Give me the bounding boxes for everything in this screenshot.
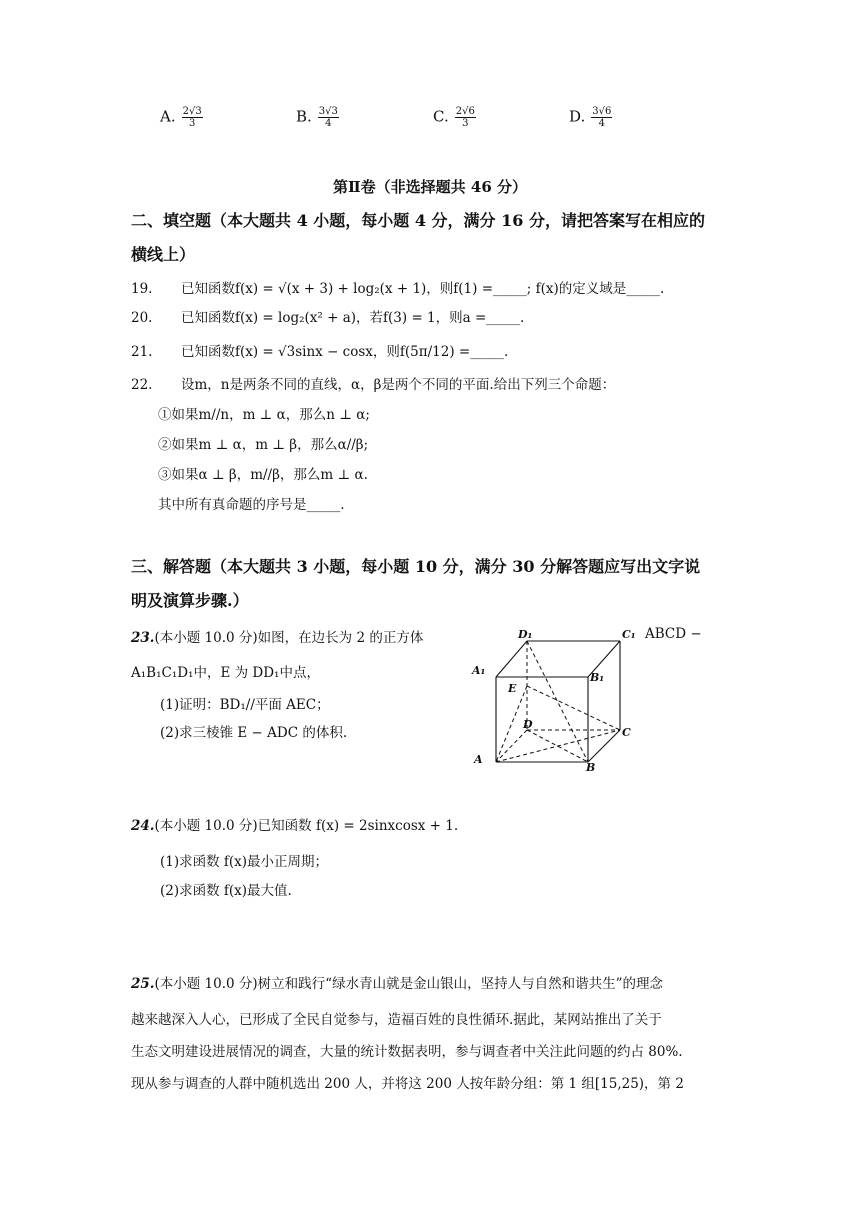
- question-23-line2: A₁B₁C₁D₁中，E 为 DD₁中点，: [131, 665, 320, 681]
- question-23-sub1: (1)证明：BD₁//平面 AEC；: [160, 697, 330, 713]
- option-a: [160, 106, 203, 129]
- option-d: [569, 106, 612, 129]
- section3-heading-line2: 明及演算步骤.）: [131, 591, 249, 610]
- option-c-den: 3: [462, 118, 469, 129]
- label-c: C: [622, 726, 631, 739]
- question-25-text-1: (本小题 10.0 分)树立和践行“绿水青山就是金山银山，坚持人与自然和谐共生”的理念: [154, 976, 663, 992]
- option-a-label: A.: [160, 107, 176, 126]
- question-19-text: 已知函数f(x) = √(x + 3) + log₂(x + 1)，则f(1) =_____; f(x)的定义域是_____.: [181, 281, 665, 297]
- question-25-number: 25.: [131, 976, 155, 992]
- question-22-text: 设m，n是两条不同的直线，α，β是两个不同的平面.给出下列三个命题：: [181, 377, 616, 393]
- question-20-number: 20.: [131, 310, 153, 326]
- option-c-fraction: [455, 106, 476, 129]
- option-d-fraction: [591, 106, 612, 129]
- option-c-label: C.: [433, 107, 449, 126]
- cube-solid-edges: [496, 641, 620, 762]
- question-24-line1: [131, 814, 458, 834]
- question-21-text: 已知函数f(x) = √3sinx − cosx，则f(5π/12) =_____.: [181, 344, 509, 360]
- label-d: D: [523, 718, 533, 731]
- option-d-label: D.: [569, 107, 586, 126]
- label-b1: B₁: [590, 671, 605, 684]
- question-24-sub2: (2)求函数 f(x)最大值.: [160, 883, 292, 899]
- question-20: [131, 306, 524, 326]
- question-23-sub2: (2)求三棱锥 E − ADC 的体积.: [160, 725, 348, 741]
- option-c-num: 2√6: [455, 106, 475, 117]
- label-c1: C₁: [622, 628, 636, 641]
- question-22-item-1: ①如果m//n，m ⊥ α，那么n ⊥ α;: [158, 407, 370, 423]
- question-25-line4: 现从参与调查的人群中随机选出 200 人，并将这 200 人按年龄分组：第 1 组[15,25)，第 2: [131, 1076, 684, 1092]
- question-19-number: 19.: [131, 281, 153, 297]
- option-d-num: 3√6: [592, 106, 612, 117]
- question-24-number: 24.: [131, 818, 155, 834]
- question-20-text: 已知函数f(x) = log₂(x² + a)，若f(3) = 1，则a =_____.: [181, 310, 525, 326]
- section3-heading-line1: 三、解答题（本大题共 3 小题，每小题 10 分，满分 30 分解答题应写出文字说: [131, 557, 701, 576]
- option-b-num: 3√3: [318, 106, 338, 117]
- option-d-den: 4: [598, 118, 605, 129]
- label-e: E: [508, 682, 517, 695]
- cube-dashed-edges: [496, 641, 620, 762]
- option-b-den: 4: [325, 118, 332, 129]
- cube-figure: [460, 622, 660, 772]
- section2-heading-line2: 横线上）: [131, 245, 196, 264]
- label-a: A: [474, 753, 483, 766]
- question-24-text: (本小题 10.0 分)已知函数 f(x) = 2sinxcosx + 1.: [154, 818, 459, 834]
- option-b: [296, 106, 339, 129]
- label-b: B: [586, 761, 596, 772]
- question-19: [131, 277, 664, 297]
- question-25-line1: [131, 972, 663, 992]
- question-25-line3: 生态文明建设进展情况的调查，大量的统计数据表明，参与调查者中关注此问题的约占 80%.: [131, 1044, 683, 1060]
- option-c: [433, 106, 476, 129]
- question-22-item-3: ③如果α ⊥ β，m//β，那么m ⊥ α.: [158, 467, 368, 483]
- question-23-line1: [131, 626, 423, 646]
- question-23-text: (本小题 10.0 分)如图，在边长为 2 的正方体: [154, 630, 424, 646]
- label-d1: D₁: [518, 628, 533, 641]
- section2-heading-line1: 二、填空题（本大题共 4 小题，每小题 4 分，满分 16 分，请把答案写在相应的: [131, 211, 705, 230]
- option-a-num: 2√3: [182, 106, 202, 117]
- question-22-item-2: ②如果m ⊥ α，m ⊥ β，那么α//β;: [158, 437, 369, 453]
- question-22: [131, 373, 615, 393]
- option-a-den: 3: [188, 118, 196, 129]
- question-24-sub1: (1)求函数 f(x)最小正周期；: [160, 854, 329, 870]
- question-23-line1-tail: ABCD −: [645, 626, 702, 642]
- part2-title: 第Ⅱ卷（非选择题共 46 分）: [333, 178, 527, 196]
- option-b-fraction: [318, 106, 339, 129]
- question-23-number: 23.: [131, 630, 155, 646]
- question-22-number: 22.: [131, 377, 153, 393]
- option-a-fraction: [182, 106, 203, 129]
- label-a1: A₁: [472, 664, 486, 677]
- question-25-line2: 越来越深入人心，已形成了全民自觉参与，造福百姓的良性循环.据此，某网站推出了关于: [131, 1012, 662, 1028]
- question-21: [131, 340, 508, 360]
- question-22-ask: 其中所有真命题的序号是_____.: [158, 497, 345, 513]
- option-b-label: B.: [296, 107, 312, 126]
- question-21-number: 21.: [131, 344, 153, 360]
